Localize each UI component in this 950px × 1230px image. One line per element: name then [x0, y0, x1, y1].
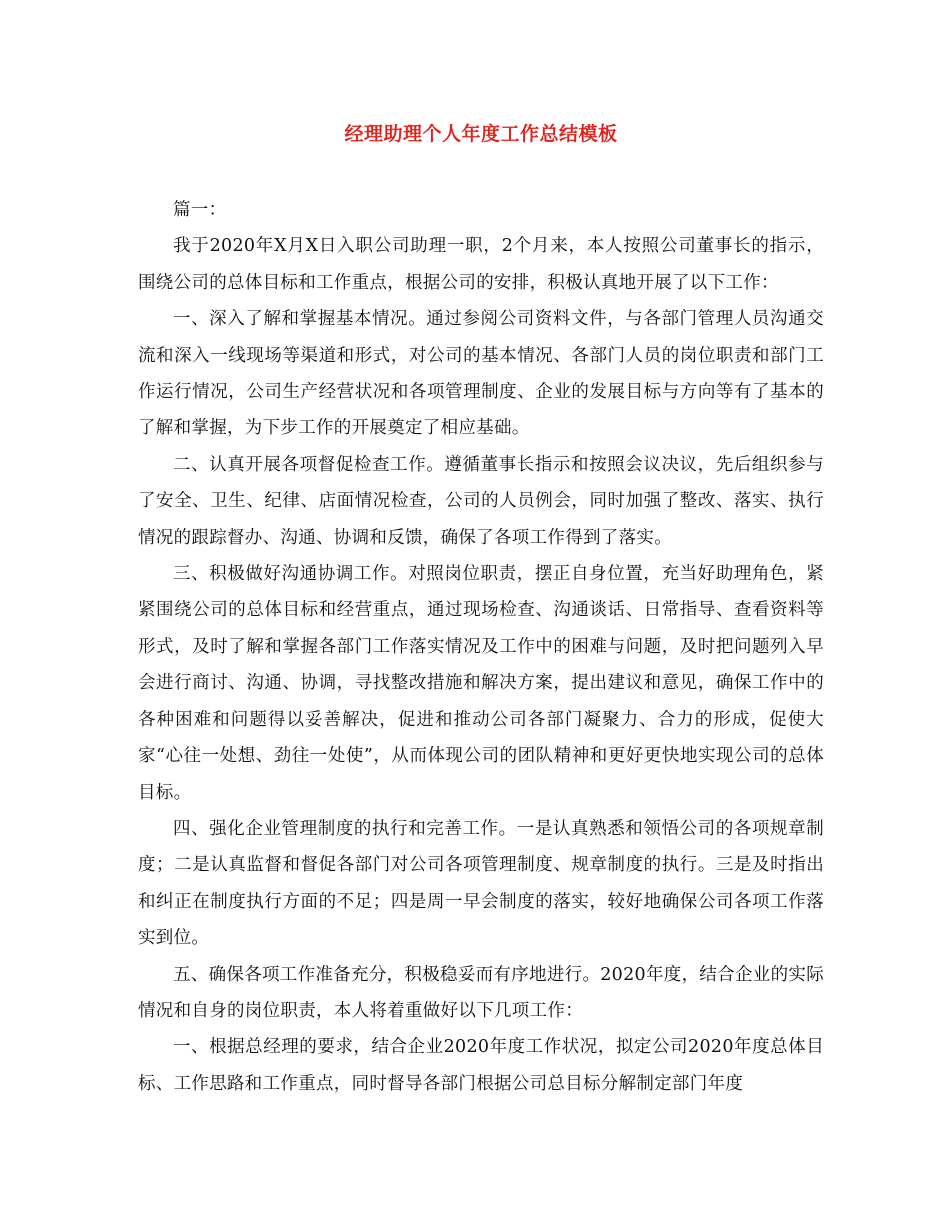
- document-title: 经理助理个人年度工作总结模板: [344, 123, 618, 145]
- paragraph-plan-1: 一、根据总经理的要求，结合企业2020年度工作状况，拟定公司2020年度总体目标、工作思路和工作重点，同时督导各部门根据公司总目标分解制定部门年度: [138, 1037, 824, 1094]
- paragraph-item-2: 二、认真开展各项督促检查工作。遵循董事长指示和按照会议决议，先后组织参与了安全、卫生、纪律、店面情况检查，公司的人员例会，同时加强了整改、落实、执行情况的跟踪督办、沟通、协调和反馈，确保了各项工作得到了落实。: [138, 454, 824, 548]
- paragraph-item-3: 三、积极做好沟通协调工作。对照岗位职责，摆正自身位置，充当好助理角色，紧紧围绕公司的总体目标和经营重点，通过现场检查、沟通谈话、日常指导、查看资料等形式，及时了解和掌握各部门工作落实情况及工作中的困难与问题，及时把问题列入早会进行商讨、沟通、协调，寻找整改措施和解决方案，提出建议和意见，确保工作中的各种困难和问题得以妥善解决，促进和推动公司各部门凝聚力、合力的形成，促使大家“心往一处想、劲往一处使”，从而体现公司的团队精神和更好更快地实现公司的总体目标。: [138, 564, 824, 803]
- section-label: 篇一：: [173, 200, 227, 220]
- paragraph-item-4: 四、强化企业管理制度的执行和完善工作。一是认真熟悉和领悟公司的各项规章制度；二是认真监督和督促各部门对公司各项管理制度、规章制度的执行。三是及时指出和纠正在制度执行方面的不足；四是周一早会制度的落实，较好地确保公司各项工作落实到位。: [138, 818, 824, 949]
- document-page: [138, 120, 824, 1102]
- paragraph-item-1: 一、深入了解和掌握基本情况。通过参阅公司资料文件，与各部门管理人员沟通交流和深入一线现场等渠道和形式，对公司的基本情况、各部门人员的岗位职责和部门工作运行情况，公司生产经营状况和各项管理制度、企业的发展目标与方向等有了基本的了解和掌握，为下步工作的开展奠定了相应基础。: [138, 309, 824, 439]
- intro-paragraph: 我于2020年X月X日入职公司助理一职，2个月来，本人按照公司董事长的指示，围绕公司的总体目标和工作重点，根据公司的安排，积极认真地开展了以下工作：: [138, 236, 824, 293]
- paragraph-item-5: 五、确保各项工作准备充分，积极稳妥而有序地进行。2020年度，结合企业的实际情况和自身的岗位职责，本人将着重做好以下几项工作：: [138, 964, 824, 1021]
